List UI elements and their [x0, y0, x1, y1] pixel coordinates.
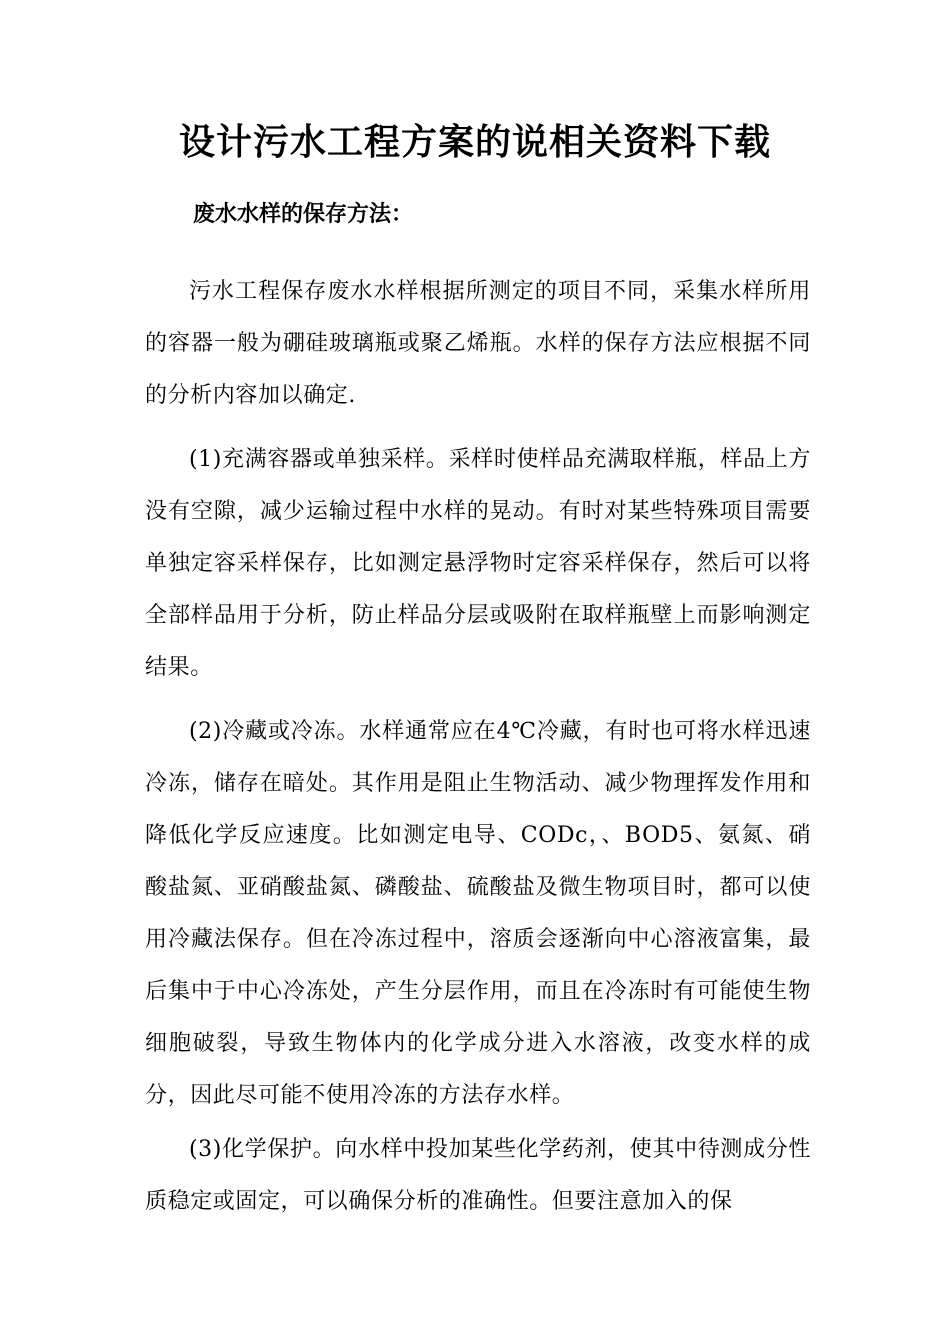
paragraph-intro: 污水工程保存废水水样根据所测定的项目不同，采集水样所用的容器一般为硼硅玻璃瓶或聚乙烯瓶。水样的保存方法应根据不同的分析内容加以确定. [145, 279, 811, 408]
paragraph-method-3: (3)化学保护。向水样中投加某些化学药剂，使其中待测成分性质稳定或固定，可以确保分析的准确性。但要注意加入的保 [145, 1137, 811, 1214]
section-heading: 废水水样的保存方法： [193, 201, 414, 227]
document-title: 设计污水工程方案的说相关资料下载 [178, 121, 771, 163]
paragraph-method-2: (2)冷藏或冷冻。水样通常应在4℃冷藏，有时也可将水样迅速冷冻，储存在暗处。其作用是阻止生物活动、减少物理挥发作用和降低化学反应速度。比如测定电导、CODc，、BOD5、氨氮、硝酸盐氮、亚硝酸盐氮、磷酸盐、硫酸盐及微生物项目时，都可以使用冷藏法保存。但在冷冻过程中，溶质会逐渐向中心溶液富集，最后集中于中心冷冻处，产生分层作用，而且在冷冻时有可能使生物细胞破裂，导致生物体内的化学成分进入水溶液，改变水样的成分，因此尽可能不使用冷冻的方法存水样。 [145, 719, 811, 1108]
paragraph-method-1: (1)充满容器或单独采样。采样时使样品充满取样瓶，样品上方没有空隙，减少运输过程中水样的晃动。有时对某些特殊项目需要单独定容采样保存，比如测定悬浮物时定容采样保存，然后可以将全部样品用于分析，防止样品分层或吸附在取样瓶壁上而影响测定结果。 [145, 447, 811, 680]
